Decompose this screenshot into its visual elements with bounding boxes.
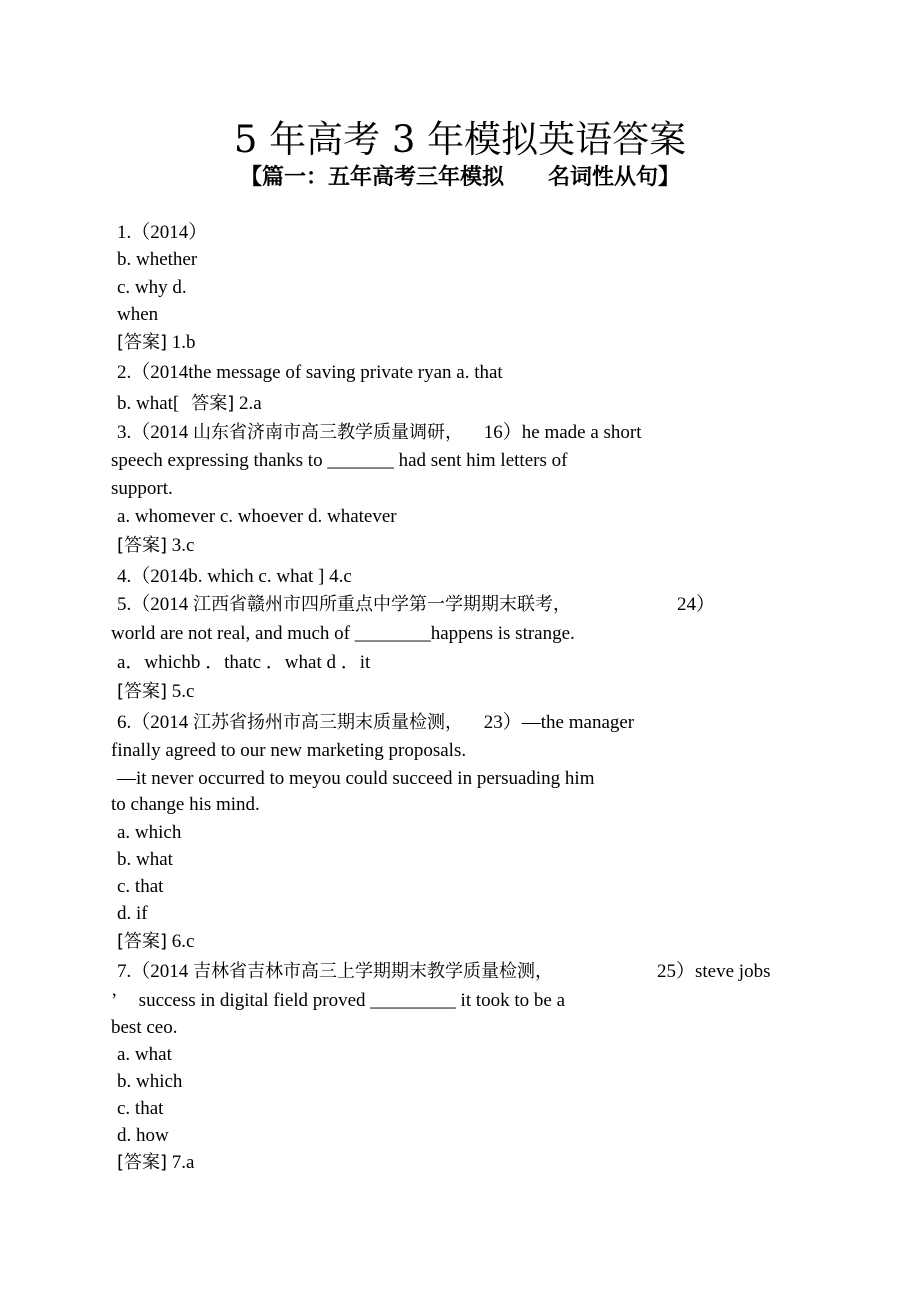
- answer-line: [117, 392, 262, 416]
- answer-label: [答案]: [117, 332, 168, 353]
- question-stem-line: best ceo.: [111, 1017, 178, 1038]
- option-line: d. how: [117, 1125, 169, 1146]
- question-stem-line: —it never occurred to meyou could succeed in persuading him: [117, 768, 595, 789]
- question-number-suffix: 24）: [677, 594, 716, 615]
- question-6-header: [117, 711, 634, 735]
- question-stem-line: to change his mind.: [111, 794, 260, 815]
- question-1-header: 1.（2014）: [117, 222, 208, 243]
- answer-label: 答案]: [191, 393, 235, 414]
- answer-value: 6.c: [171, 931, 195, 952]
- answer-line: [117, 1151, 194, 1175]
- answer-value: 1.b: [171, 332, 196, 353]
- option-line: a．whichb ．thatc ．what d ．it: [117, 652, 371, 673]
- question-number: 6.（2014: [117, 712, 189, 733]
- question-number: 5.（2014: [117, 594, 189, 615]
- option-line: a. whomever c. whoever d. whatever: [117, 506, 397, 527]
- section-subtitle: 【篇一：五年高考三年模拟 名词性从句】: [239, 165, 680, 190]
- question-number: 7.（2014: [117, 961, 189, 982]
- option-line: c. that: [117, 876, 164, 897]
- question-stem-text: success in digital field proved _________ it took to be a: [138, 990, 566, 1011]
- question-source: 吉林省吉林市高三上学期期末教学质量检测，: [193, 961, 554, 982]
- question-stem: 23）—the manager: [483, 712, 635, 733]
- page-title: 5 年高考 3 年模拟英语答案: [233, 118, 687, 161]
- option-line: d. if: [117, 903, 148, 924]
- answer-line: [117, 534, 194, 558]
- option-line: c. that: [117, 1098, 164, 1119]
- option-line: when: [117, 304, 159, 325]
- apostrophe-mark: ’: [111, 990, 116, 1011]
- option-line: b. what: [117, 849, 173, 870]
- question-3-header: [117, 421, 642, 445]
- option-line: a. which: [117, 822, 182, 843]
- question-stem: 25）steve jobs: [657, 961, 771, 982]
- question-4-header: 4.（2014b. which c. what ] 4.c: [117, 566, 352, 587]
- option-line: b. which: [117, 1071, 183, 1092]
- answer-line: [117, 331, 196, 355]
- answer-value: 5.c: [171, 681, 195, 702]
- option-text: b. what[: [117, 393, 180, 414]
- question-stem-line: support.: [111, 478, 173, 499]
- question-stem-line: finally agreed to our new marketing proposals.: [111, 740, 467, 761]
- question-2-header: 2.（2014the message of saving private ryan a. that: [117, 362, 503, 383]
- answer-line: [117, 680, 194, 704]
- question-7-header: [117, 960, 553, 984]
- answer-label: [答案]: [117, 535, 168, 556]
- answer-label: [答案]: [117, 931, 168, 952]
- option-line: c. why d.: [117, 277, 187, 298]
- question-stem: 16）he made a short: [483, 422, 642, 443]
- option-line: a. what: [117, 1044, 172, 1065]
- answer-value: 2.a: [239, 393, 262, 414]
- answer-line: [117, 930, 194, 954]
- answer-label: [答案]: [117, 681, 168, 702]
- question-stem-line: world are not real, and much of ________happens is strange.: [111, 623, 575, 644]
- question-stem-line: [111, 989, 565, 1013]
- answer-value: 7.a: [171, 1152, 195, 1173]
- question-stem-line: speech expressing thanks to _______ had sent him letters of: [111, 450, 568, 471]
- question-number: 3.（2014: [117, 422, 189, 443]
- question-source: 江西省赣州市四所重点中学第一学期期末联考，: [193, 594, 572, 615]
- option-line: b. whether: [117, 249, 198, 270]
- question-source: 江苏省扬州市高三期末质量检测，: [193, 712, 464, 733]
- answer-value: 3.c: [171, 535, 195, 556]
- question-source: 山东省济南市高三教学质量调研，: [193, 422, 464, 443]
- answer-label: [答案]: [117, 1152, 168, 1173]
- question-5-header: [117, 593, 571, 617]
